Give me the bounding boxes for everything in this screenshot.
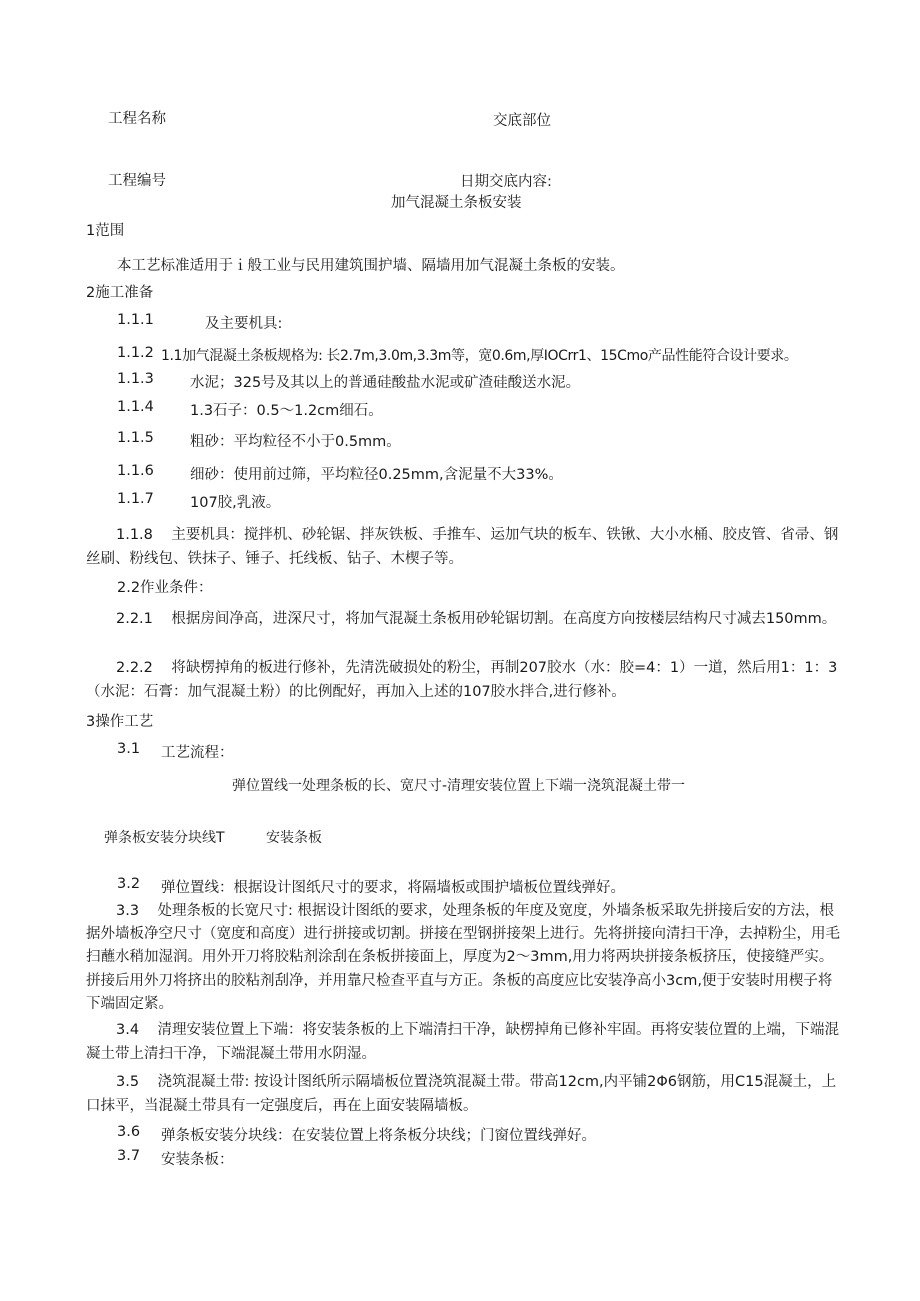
- document-title: 加气混凝土条板安装: [391, 195, 522, 211]
- list-item: [117, 1148, 234, 1168]
- item-number: 3.4: [116, 1022, 140, 1038]
- flow-line-2-end: 安装条板: [266, 830, 322, 846]
- section-heading-preparation: 2施工准备: [86, 285, 154, 301]
- project-number-label: 工程编号: [108, 173, 166, 189]
- item-text: 清理安装位置上下端：将安装条板的上下端清扫干净，缺楞掉角已修补牢固。再将安装位置的上端，下端混凝土带上清扫干净，下端混凝土带用水阴湿。: [86, 1022, 839, 1062]
- sub-heading-conditions: 2.2作业条件：: [117, 580, 213, 596]
- item-number: 1.1.5: [117, 430, 154, 446]
- item-text: 及主要机具:: [205, 316, 283, 332]
- flow-line-1: 弹位置线一处理条板的长、宽尺寸-清理安装位置上下端一浇筑混凝土带一: [232, 778, 686, 794]
- list-item: [86, 657, 846, 704]
- item-text: 粗砂：平均粒径不小于0.5mm。: [190, 434, 401, 450]
- item-text: 安装条板：: [161, 1152, 234, 1168]
- list-item: [117, 1124, 596, 1144]
- list-item: [86, 523, 846, 571]
- item-number: 2.2.1: [116, 611, 153, 627]
- item-text: 1.1加气混凝土条板规格为: 长2.7m,3.0m,3.3m等，宽0.6m,厚IOCrr1、15Cmo产品性能符合设计要求。: [161, 348, 798, 364]
- list-item: [86, 608, 846, 632]
- list-item: [117, 371, 581, 391]
- item-number: 3.6: [117, 1124, 141, 1140]
- item-text: 工艺流程：: [161, 745, 234, 761]
- list-item: [86, 1019, 846, 1066]
- item-number: 1.1.6: [117, 463, 154, 479]
- list-item: [117, 876, 625, 896]
- handover-part-label: 交底部位: [493, 113, 551, 129]
- item-number: 3.7: [117, 1148, 141, 1164]
- list-item: [117, 430, 401, 450]
- item-number: 1.1.2: [117, 345, 154, 361]
- item-number: 1.1.3: [117, 371, 154, 387]
- item-text: 107胶,乳液。: [190, 495, 281, 511]
- item-text: 水泥；325号及其以上的普通硅酸盐水泥或矿渣硅酸送水泥。: [190, 375, 581, 391]
- flow-header: [117, 741, 234, 761]
- item-text: 1.3石子：0.5～1.2cm细石。: [190, 403, 383, 419]
- item-number: 3.3: [116, 903, 140, 919]
- list-item: [86, 1071, 846, 1118]
- item-text: 主要机具：搅拌机、砂轮锯、拌灰铁板、手推车、运加气块的板车、铁锹、大小水桶、胶皮管、省帚、钢丝刷、粉线包、铁抹子、锤子、托线板、钻子、木楔子等。: [86, 527, 839, 567]
- item-text: 处理条板的长宽尺寸: 根据设计图纸的要求，处理条板的年度及宽度，外墙条板采取先拼接后安的方法，根据外墙板净空尺寸（宽度和高度）进行拼接或切割。拼接在型钢拼接架上进行。先将拼接向清扫干净，去掉粉尘，用毛扫蘸水稍加湿润。用外开刀将胶粘剂涂刮在条板拼接面上，厚度为2～3mm,用力将两块拼接条板挤压，使接缝严实。拼接后用外刀将挤出的胶粘剂刮净，并用靠尺检查平直与方正。条板的高度应比安装净高小3cm,便于安装时用楔子将下端固定紧。: [86, 903, 840, 1012]
- list-item: [117, 345, 798, 364]
- item-text: 细砂：使用前过筛，平均粒径0.25mm,含泥量不大33%。: [190, 467, 563, 483]
- item-number: 3.1: [117, 741, 141, 757]
- list-item: [117, 399, 383, 419]
- section-heading-scope: 1范围: [86, 223, 125, 239]
- item-text: 弹条板安装分块线：在安装位置上将条板分块线；门窗位置线弹好。: [161, 1128, 596, 1144]
- section-heading-process: 3操作工艺: [86, 714, 154, 730]
- list-item: [117, 491, 281, 511]
- list-item: [117, 463, 563, 483]
- item-number: 1.1.1: [117, 312, 154, 328]
- item-text: 弹位置线：根据设计图纸尺寸的要求，将隔墙板或围护墙板位置线弹好。: [161, 880, 625, 896]
- item-number: 3.5: [116, 1074, 140, 1090]
- item-number: 2.2.2: [116, 660, 153, 676]
- item-number: 3.2: [117, 876, 141, 892]
- list-item: [117, 312, 283, 332]
- date-content-label: 日期交底内容:: [460, 174, 552, 190]
- item-text: 将缺楞掉角的板进行修补，先清洗破损处的粉尘，再制207胶水（水：胶=4：1）一道，然后用1：1：3（水泥：石膏：加气混凝土粉）的比例配好，再加入上述的107胶水拌合,进行修补。: [86, 660, 838, 700]
- item-text: 根据房间净高，进深尺寸，将加气混凝土条板用砂轮锯切割。在高度方向按楼层结构尺寸减去150mm。: [171, 611, 837, 627]
- list-item: [86, 900, 846, 1016]
- item-text: 浇筑混凝土带: 按设计图纸所示隔墙板位置浇筑混凝土带。带高12cm,内平铺2Φ6钢筋，用C15混凝土，上口抹平，当混凝土带具有一定强度后，再在上面安装隔墙板。: [86, 1074, 837, 1114]
- project-name-label: 工程名称: [108, 111, 166, 127]
- item-number: 1.1.4: [117, 399, 154, 415]
- item-number: 1.1.8: [116, 527, 153, 543]
- item-number: 1.1.7: [117, 491, 154, 507]
- scope-text: 本工艺标准适用于ｉ般工业与民用建筑围护墙、隔墙用加气混凝土条板的安装。: [117, 258, 625, 274]
- flow-line-2-start: 弹条板安装分块线T: [104, 830, 225, 846]
